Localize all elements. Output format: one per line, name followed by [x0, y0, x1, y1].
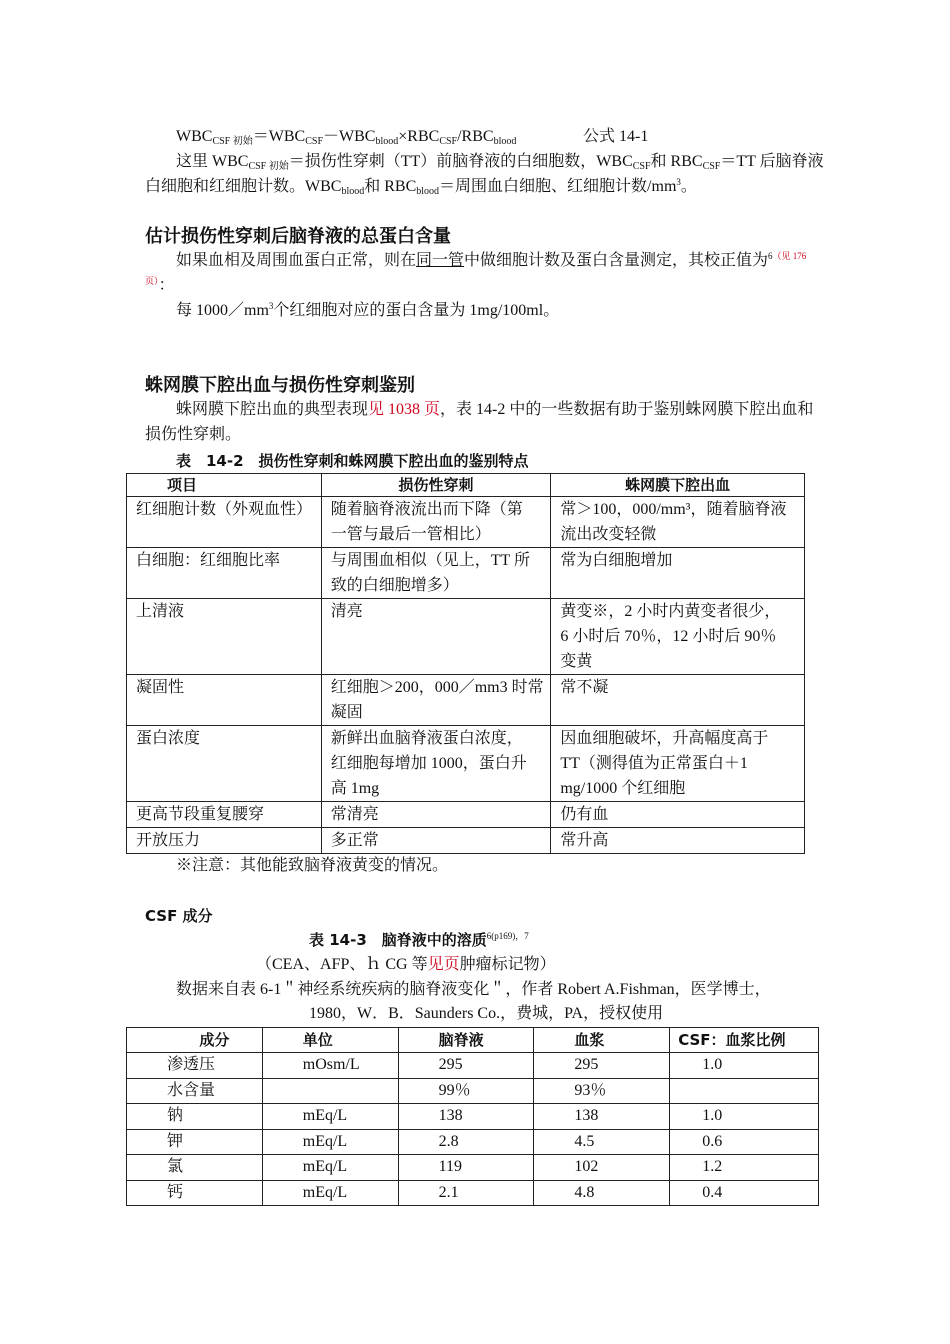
table-cell: 上清液: [127, 599, 322, 675]
table-cell: 随着脑脊液流出而下降（第 一管与最后一管相比）: [321, 497, 551, 548]
reference-superscript: 6(p169)，7: [486, 931, 529, 941]
table-14-2-note: ※注意：其他能致脑脊液黄变的情况。: [176, 857, 449, 874]
section1-paragraph-line-1: [176, 250, 806, 272]
table-cell: mEq/L: [262, 1104, 398, 1130]
table-cell: 0.4: [670, 1180, 819, 1206]
table-cell: 295: [534, 1053, 670, 1079]
formula-subscript: CSF: [632, 161, 651, 172]
table-body: [127, 1053, 819, 1206]
formula-subscript: CSF: [305, 136, 324, 147]
table-cell: 99％: [398, 1078, 534, 1104]
table-row: [127, 675, 805, 726]
section-heading-protein: 估计损伤性穿刺后脑脊液的总蛋白含量: [145, 226, 451, 247]
table-cell: 红细胞计数（外观血性）: [127, 497, 322, 548]
table-row: [127, 1129, 819, 1155]
text-run: 表 14-3 脑脊液中的溶质: [309, 931, 487, 949]
formula-term: WBC: [176, 128, 213, 145]
table-row: [127, 1155, 819, 1181]
table-14-2-caption: 表 14-2 损伤性穿刺和蛛网膜下腔出血的鉴别特点: [176, 452, 529, 470]
table-cell: 开放压力: [127, 828, 322, 854]
explanation-line-1: [176, 151, 824, 173]
table-cell: 0.6: [670, 1129, 819, 1155]
text-run: 如果血相及周围血蛋白正常，则在: [176, 252, 417, 269]
table-cell: 2.1: [398, 1180, 534, 1206]
section-heading-csf-composition: CSF 成分: [145, 907, 213, 925]
table-row: [127, 726, 805, 802]
table-row: [127, 802, 805, 828]
column-header: 单位: [262, 1028, 398, 1053]
table-cell: 仍有血: [551, 802, 805, 828]
table-14-3-source-line-2: 1980，W．B．Saunders Co.，费城，PA，授权使用: [309, 1005, 664, 1022]
table-cell: 常不凝: [551, 675, 805, 726]
formula-term: /RBC: [457, 128, 494, 145]
superscript: 3: [676, 177, 681, 187]
formula-term: ×RBC: [398, 128, 440, 145]
column-header: 损伤性穿刺: [321, 474, 551, 497]
column-header: 血浆: [534, 1028, 670, 1053]
section-heading-sah: 蛛网膜下腔出血与损伤性穿刺鉴别: [145, 375, 415, 396]
table-body: [127, 497, 805, 854]
table-cell: 与周围血相似（见上，TT 所 致的白细胞增多）: [321, 548, 551, 599]
table-14-3-subtitle: [256, 954, 556, 976]
formula-subscript: CSF 初始: [248, 161, 289, 172]
table-row: [127, 548, 805, 599]
table-cell: 4.5: [534, 1129, 670, 1155]
table-header-row: [127, 1028, 819, 1053]
table-row: [127, 1053, 819, 1079]
table-row: [127, 497, 805, 548]
table-cell: 2.8: [398, 1129, 534, 1155]
table-cell: 295: [398, 1053, 534, 1079]
table-cell: mEq/L: [262, 1129, 398, 1155]
text-run: ＝损伤性穿刺（TT）前脑脊液的白细胞数，WBC: [288, 153, 633, 170]
column-header: 成分: [127, 1028, 263, 1053]
text-run: 中做细胞计数及蛋白含量测定，其校正值为: [464, 252, 769, 269]
formula-subscript: blood: [341, 186, 365, 197]
text-run: 和 RBC: [650, 153, 703, 170]
table-cell: 更高节段重复腰穿: [127, 802, 322, 828]
table-cell: mEq/L: [262, 1180, 398, 1206]
table-cell: 钙: [127, 1180, 263, 1206]
underlined-text: 同一管: [416, 252, 465, 269]
table-row: [127, 1104, 819, 1130]
table-14-3-source-line-1: 数据来自表 6-1＂神经系统疾病的脑脊液变化＂，作者 Robert A.Fishman，医学博士，: [176, 981, 771, 998]
text-run: 白细胞和红细胞计数。WBC: [145, 178, 342, 195]
table-header-row: [127, 474, 805, 497]
table-row: [127, 1078, 819, 1104]
text-run: 个红细胞对应的蛋白含量为 1mg/100ml。: [273, 302, 560, 319]
page-reference-link[interactable]: 见页: [427, 956, 460, 973]
table-cell: 138: [398, 1104, 534, 1130]
column-header: CSF：血浆比例: [670, 1028, 819, 1053]
table-cell: 102: [534, 1155, 670, 1181]
table-cell: 1.2: [670, 1155, 819, 1181]
table-row: [127, 828, 805, 854]
table-cell: [670, 1078, 819, 1104]
text-run: 蛛网膜下腔出血的典型表现: [176, 401, 369, 418]
superscript: 3: [268, 301, 274, 311]
formula-subscript: CSF 初始: [212, 136, 253, 147]
text-run: ＝周围血白细胞、红细胞计数/mm: [439, 178, 677, 195]
formula-operator: ＝: [252, 128, 269, 145]
table-cell: 蛋白浓度: [127, 726, 322, 802]
formula-subscript: CSF: [702, 161, 721, 172]
table-row: [127, 1180, 819, 1206]
table-cell: 水含量: [127, 1078, 263, 1104]
formula-subscript: CSF: [439, 136, 458, 147]
table-cell: 因血细胞破坏，升高幅度高于 TT（测得值为正常蛋白＋1 mg/1000 个红细胞: [551, 726, 805, 802]
reference-superscript: 6: [768, 251, 773, 261]
text-run: ：: [158, 277, 175, 294]
table-cell: 1.0: [670, 1053, 819, 1079]
table-cell: 1.0: [670, 1104, 819, 1130]
table-cell: 常为白细胞增加: [551, 548, 805, 599]
table-cell: 黄变※，2 小时内黄变者很少， 6 小时后 70％，12 小时后 90％ 变黄: [551, 599, 805, 675]
formula-term: WBC: [268, 128, 306, 145]
table-cell: 新鲜出血脑脊液蛋白浓度， 红细胞每增加 1000，蛋白升 高 1mg: [321, 726, 551, 802]
table-14-3: [126, 1027, 819, 1206]
table-cell: 常升高: [551, 828, 805, 854]
table-cell: 多正常: [321, 828, 551, 854]
text-run: （CEA、AFP、ｈ CG 等: [256, 956, 428, 973]
text-run: ＝TT 后脑脊液: [720, 153, 824, 170]
table-14-3-caption: [309, 929, 529, 951]
table-cell: 4.8: [534, 1180, 670, 1206]
formula-subscript: blood: [375, 136, 399, 147]
explanation-line-2: [145, 176, 697, 198]
page-reference-link[interactable]: 见 1038 页: [368, 401, 441, 418]
table-cell: 白细胞：红细胞比率: [127, 548, 322, 599]
table-cell: 钾: [127, 1129, 263, 1155]
section2-paragraph-line-2: 损伤性穿刺。: [145, 426, 242, 443]
text-run: ，表 14-2 中的一些数据有助于鉴别蛛网膜下腔出血和: [440, 401, 814, 418]
table-cell: 138: [534, 1104, 670, 1130]
formula-operator: －: [323, 128, 340, 145]
text-run: 和 RBC: [364, 178, 417, 195]
formula-term: WBC: [339, 128, 376, 145]
formula-subscript: blood: [416, 186, 440, 197]
page-reference-link[interactable]: （见 176: [772, 251, 807, 261]
table-cell: 119: [398, 1155, 534, 1181]
table-cell: mOsm/L: [262, 1053, 398, 1079]
text-run: 肿瘤标记物）: [459, 956, 556, 973]
section1-paragraph-line-3: [176, 300, 559, 322]
column-header: 脑脊液: [398, 1028, 534, 1053]
table-cell: 氯: [127, 1155, 263, 1181]
column-header: 项目: [127, 474, 322, 497]
column-header: 蛛网膜下腔出血: [551, 474, 805, 497]
text-run: 这里 WBC: [176, 153, 249, 170]
table-cell: 红细胞＞200，000／mm3 时常 凝固: [321, 675, 551, 726]
section1-paragraph-line-2: [145, 275, 175, 297]
table-cell: 清亮: [321, 599, 551, 675]
table-cell: 渗透压: [127, 1053, 263, 1079]
table-row: [127, 599, 805, 675]
table-cell: 常清亮: [321, 802, 551, 828]
page-reference-link[interactable]: 页）: [145, 276, 159, 286]
text-run: 。: [680, 178, 697, 195]
table-cell: 凝固性: [127, 675, 322, 726]
text-run: 每 1000／mm: [176, 302, 269, 319]
table-cell: [262, 1078, 398, 1104]
formula-label: 公式 14-1: [583, 128, 649, 145]
table-14-2: [126, 473, 805, 854]
table-cell: 93％: [534, 1078, 670, 1104]
section2-paragraph-line-1: [176, 399, 813, 421]
formula-14-1: [176, 126, 516, 148]
table-cell: 常＞100，000/mm³，随着脑脊液 流出改变轻微: [551, 497, 805, 548]
table-cell: 钠: [127, 1104, 263, 1130]
formula-subscript: blood: [493, 136, 517, 147]
table-cell: mEq/L: [262, 1155, 398, 1181]
